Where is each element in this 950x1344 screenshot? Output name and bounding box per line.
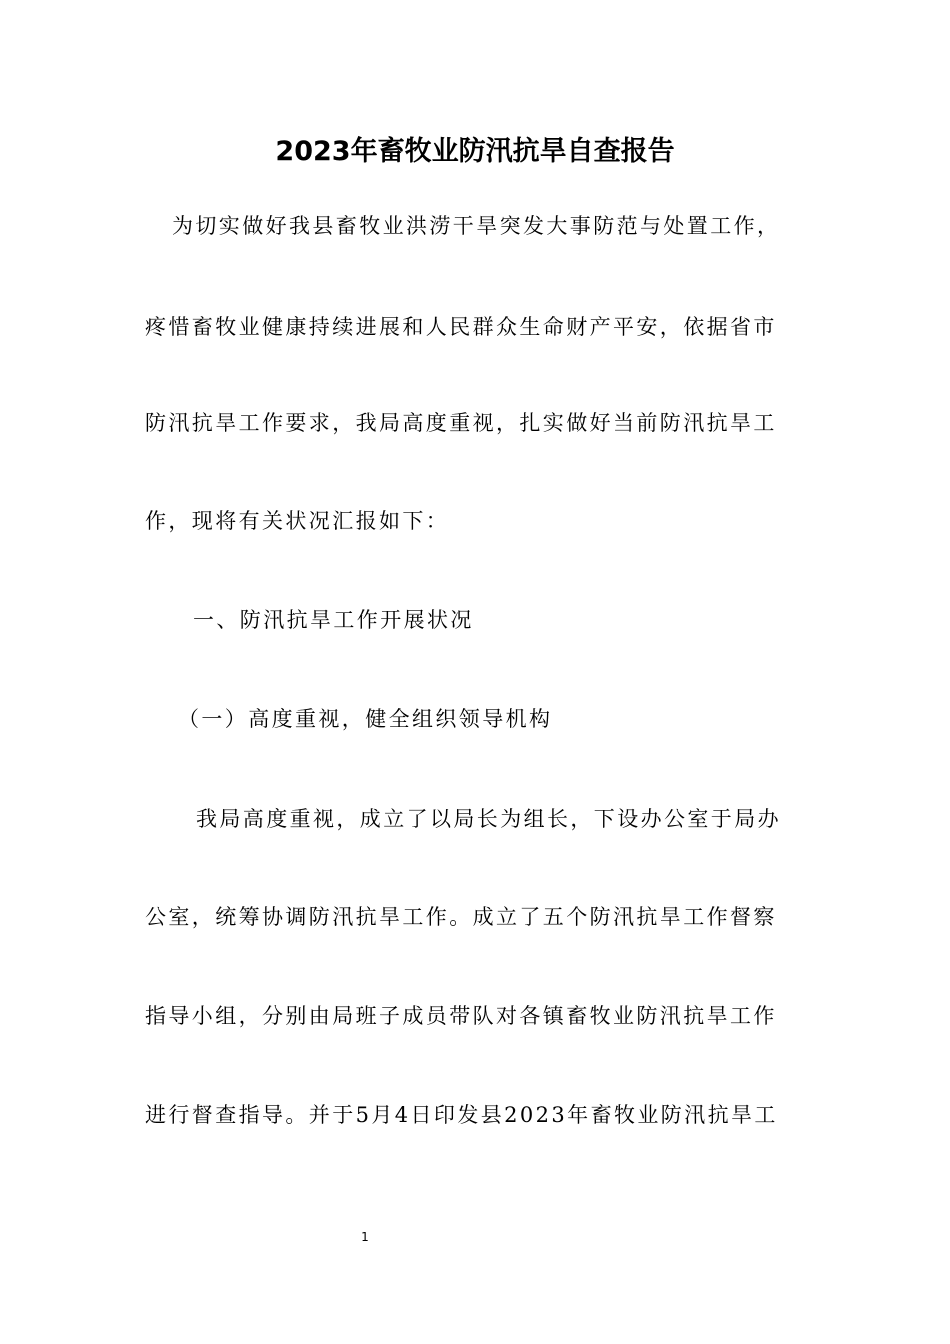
paragraph-2-line-3: 指导小组，分别由局班子成员带队对各镇畜牧业防汛抗旱工作: [145, 1004, 777, 1028]
section-heading-1: 一、防汛抗旱工作开展状况: [193, 608, 474, 632]
paragraph-1-line-2: 疼惜畜牧业健康持续进展和人民群众生命财产平安，依据省市: [145, 315, 777, 339]
paragraph-1-line-4: 作，现将有关状况汇报如下：: [145, 509, 450, 533]
paragraph-1-line-3: 防汛抗旱工作要求，我局高度重视，扎实做好当前防汛抗旱工: [145, 411, 777, 435]
paragraph-2-line-4: 进行督查指导。并于5月4日印发县2023年畜牧业防汛抗旱工: [145, 1103, 778, 1127]
document-title: 2023年畜牧业防汛抗旱自查报告: [275, 136, 675, 167]
paragraph-2-line-2: 公室，统筹协调防汛抗旱工作。成立了五个防汛抗旱工作督察: [145, 905, 777, 929]
paragraph-2-line-1: 我局高度重视，成立了以局长为组长，下设办公室于局办: [196, 807, 781, 831]
subsection-heading-1: （一）高度重视，健全组织领导机构: [178, 707, 553, 731]
paragraph-1-line-1: 为切实做好我县畜牧业洪涝干旱突发大事防范与处置工作，: [172, 214, 781, 238]
page-number: 1: [361, 1230, 369, 1244]
